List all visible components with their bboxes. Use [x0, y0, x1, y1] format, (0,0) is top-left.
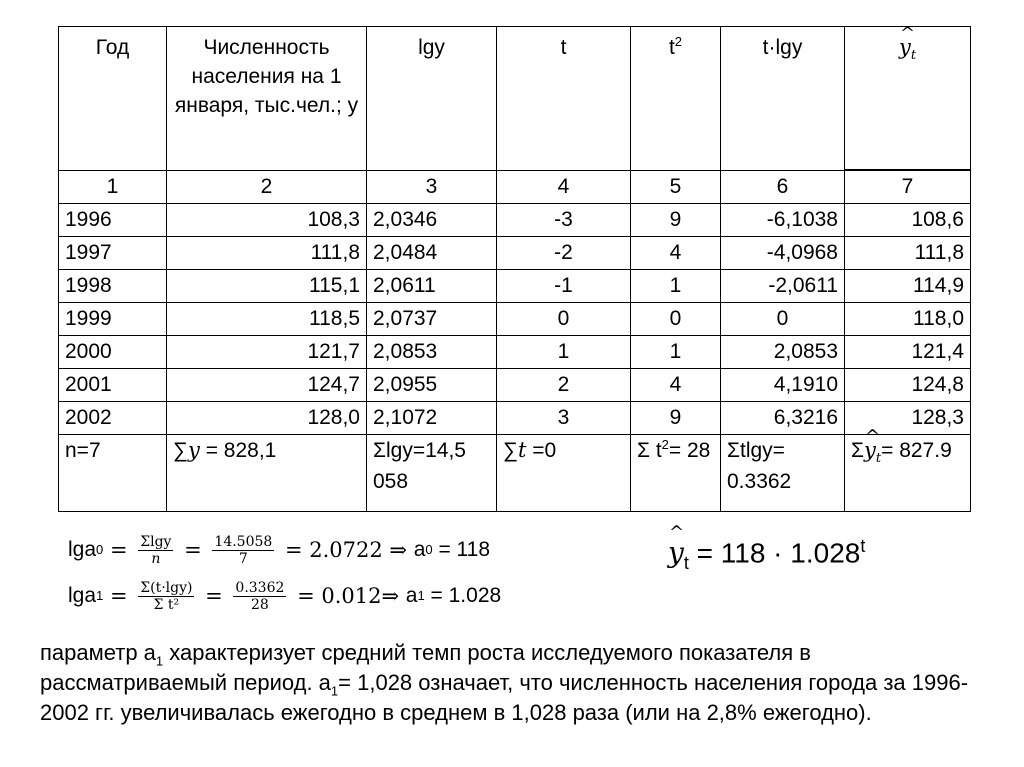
- cell-t: 0: [497, 303, 631, 336]
- cell-sum-t-squared: [631, 435, 721, 512]
- cell-yhat: 111,8: [845, 237, 971, 270]
- header-t-squared: [631, 27, 721, 171]
- explanation-paragraph: [40, 638, 1000, 728]
- sum-value: = 828,1: [199, 439, 277, 462]
- cell-t-squared: 9: [631, 204, 721, 237]
- model-var: ^ y: [668, 536, 684, 569]
- cell-year: 1999: [59, 303, 167, 336]
- header-yhat-var: ^ y: [899, 33, 911, 62]
- cell-t: -2: [497, 237, 631, 270]
- header-t-squared-sup: 2: [674, 34, 683, 49]
- cell-t-lgy: -4,0968: [721, 237, 845, 270]
- sum-label: Σ: [851, 439, 864, 462]
- cell-population: 108,3: [167, 204, 367, 237]
- formula-a1: lga 1 = $\frac{\Sigma(t\cdot\lg y)}{\text{Σ t²}}$ = $\frac{0.3362}{28}$ = 0.012⇒ a 1 = 1.028: [68, 579, 502, 613]
- table-row: [59, 204, 971, 237]
- cell-t-squared: 0: [631, 303, 721, 336]
- cell-population: 124,7: [167, 369, 367, 402]
- cell-population: 121,7: [167, 336, 367, 369]
- cell-year: 1997: [59, 237, 167, 270]
- cell-t-lgy: -2,0611: [721, 270, 845, 303]
- cell-sum-lgy: Σlgy=14,5 058: [367, 435, 497, 512]
- cell-year: 2002: [59, 402, 167, 435]
- fraction-bottom: n: [151, 550, 161, 567]
- header-year: Год: [59, 27, 167, 171]
- fraction-bottom: 28: [251, 596, 269, 613]
- formula-result: = 0.012⇒: [290, 584, 406, 608]
- formula-rhs-value: = 118: [432, 538, 491, 561]
- fraction: [212, 534, 274, 567]
- para-sub: 1: [330, 683, 339, 699]
- column-number: 4: [497, 170, 631, 204]
- sum-label: Σ t: [637, 439, 662, 462]
- cell-year: 1998: [59, 270, 167, 303]
- fraction: [233, 580, 286, 613]
- fraction-top: Σ(t·lgy): [140, 579, 193, 596]
- cell-yhat: 121,4: [845, 336, 971, 369]
- cell-n: n=7: [59, 435, 167, 512]
- sum-var: t: [517, 438, 527, 462]
- table-row: [59, 336, 971, 369]
- para-text: параметр a: [40, 640, 156, 665]
- column-number: 1: [59, 170, 167, 204]
- sum-value: =0: [526, 439, 557, 462]
- formulas-block: [68, 532, 501, 614]
- cell-yhat: 114,9: [845, 270, 971, 303]
- cell-year: 2000: [59, 336, 167, 369]
- table-row: [59, 369, 971, 402]
- table-row: [59, 237, 971, 270]
- cell-yhat: 128,3: [845, 402, 971, 435]
- fraction-bottom: Σ t²: [153, 596, 180, 613]
- header-lgy: lgy: [367, 27, 497, 171]
- cell-sum-yhat: [845, 435, 971, 512]
- formula-eq: =: [177, 538, 209, 562]
- formula-result: = 2.0722 ⇒: [278, 538, 414, 562]
- fraction-top: 14.5058: [214, 533, 273, 550]
- cell-t-squared: 9: [631, 402, 721, 435]
- model-sub: t: [683, 552, 689, 573]
- formula-a0: lga 0 = $\frac{\Sigma\lg y}{n}$ = $\frac{14.5058}{7}$ = 2.0722 ⇒ a 0 = 118: [68, 533, 491, 567]
- cell-t: -1: [497, 270, 631, 303]
- cell-yhat: 118,0: [845, 303, 971, 336]
- sum-value: = 28: [668, 439, 711, 462]
- cell-sum-t: [497, 435, 631, 512]
- cell-lgy: 2,1072: [367, 402, 497, 435]
- cell-t: -3: [497, 204, 631, 237]
- formula-rhs: a: [413, 538, 426, 561]
- cell-lgy: 2,0853: [367, 336, 497, 369]
- cell-yhat: 108,6: [845, 204, 971, 237]
- cell-t: 2: [497, 369, 631, 402]
- cell-yhat: 124,8: [845, 369, 971, 402]
- cell-lgy: 2,0346: [367, 204, 497, 237]
- sum-symbol: ∑: [503, 439, 518, 462]
- cell-t-squared: 1: [631, 270, 721, 303]
- cell-t: 3: [497, 402, 631, 435]
- header-yhat: [845, 27, 971, 171]
- column-number: 5: [631, 170, 721, 204]
- cell-population: 111,8: [167, 237, 367, 270]
- formula-eq: =: [103, 538, 135, 562]
- para-sub: 1: [155, 653, 164, 669]
- formula-lhs: lga: [68, 538, 97, 561]
- cell-t-lgy: 2,0853: [721, 336, 845, 369]
- column-number: 2: [167, 170, 367, 204]
- formula-rhs-value: = 1.028: [424, 584, 502, 607]
- sum-var: y: [187, 438, 200, 462]
- data-table: [58, 26, 971, 512]
- cell-population: 128,0: [167, 402, 367, 435]
- cell-t-lgy: -6,1038: [721, 204, 845, 237]
- cell-t-squared: 4: [631, 237, 721, 270]
- header-yhat-sub: t: [910, 48, 917, 64]
- formula-eq: =: [103, 584, 135, 608]
- sum-symbol: ∑: [173, 439, 188, 462]
- fraction-top: Σlgy: [140, 533, 172, 550]
- column-number: 3: [367, 170, 497, 204]
- model-formula: [668, 536, 865, 574]
- sum-var: ^ y: [864, 435, 876, 466]
- para-text: = 1,028 означает, что численность населения города за 1996-2002 гг. увеличивалась ежегодно в среднем в 1,028 раза (или на 2,8% ежегодно).: [40, 670, 969, 725]
- cell-population: 115,1: [167, 270, 367, 303]
- cell-t-squared: 1: [631, 336, 721, 369]
- table-row: [59, 303, 971, 336]
- fraction: [138, 580, 194, 613]
- fraction-top: 0.3362: [235, 579, 285, 596]
- formula-lhs: lga: [68, 584, 97, 607]
- para-text: характеризует средний темп роста исследуемого показателя в рассматриваемый период. a: [40, 640, 811, 695]
- cell-t-lgy: 6,3216: [721, 402, 845, 435]
- cell-t-lgy: 0: [721, 303, 845, 336]
- cell-sum-t-lgy: Σtlgy= 0.3362: [721, 435, 845, 512]
- cell-lgy: 2,0737: [367, 303, 497, 336]
- table-row: [59, 270, 971, 303]
- cell-t-squared: 4: [631, 369, 721, 402]
- table-header-row: [59, 27, 971, 171]
- sum-sup: 2: [661, 437, 669, 452]
- column-number-row: [59, 170, 971, 204]
- formula-rhs: a: [405, 584, 418, 607]
- model-sup: t: [860, 536, 866, 556]
- cell-t-lgy: 4,1910: [721, 369, 845, 402]
- cell-t: 1: [497, 336, 631, 369]
- table-row: [59, 402, 971, 435]
- header-t: t: [497, 27, 631, 171]
- cell-lgy: 2,0611: [367, 270, 497, 303]
- sum-value: = 827.9: [881, 439, 952, 462]
- cell-sum-y: [167, 435, 367, 512]
- header-t-squared-base: t: [668, 36, 675, 59]
- sum-row: [59, 435, 971, 512]
- column-number: 7: [845, 170, 971, 204]
- sum-sub: t: [875, 451, 882, 467]
- header-population: Численность населения на 1 января, тыс.чел.; y: [167, 27, 367, 171]
- header-t-lgy: t·lgy: [721, 27, 845, 171]
- column-number: 6: [721, 170, 845, 204]
- cell-year: 1996: [59, 204, 167, 237]
- fraction: [138, 534, 173, 567]
- cell-lgy: 2,0955: [367, 369, 497, 402]
- cell-year: 2001: [59, 369, 167, 402]
- cell-population: 118,5: [167, 303, 367, 336]
- fraction-bottom: 7: [238, 550, 248, 567]
- model-expr: = 118 · 1.028: [688, 537, 861, 569]
- formula-eq: =: [198, 584, 230, 608]
- cell-lgy: 2,0484: [367, 237, 497, 270]
